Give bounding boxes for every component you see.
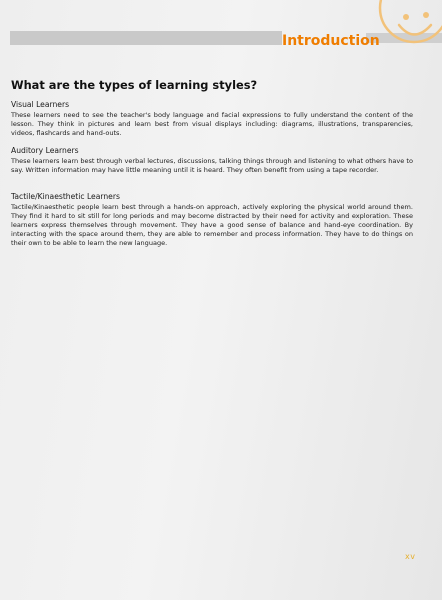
page-number: xv	[405, 552, 416, 561]
header-band	[10, 31, 282, 45]
visual-learners-text: These learners need to see the teacher's body language and facial expressions to fully understand the content of the lesson. They think in pictures and learn best from visual displays including: diagrams, illustrations, transparencies, videos, flashcards and hand-outs.	[11, 111, 413, 137]
section-heading: What are the types of learning styles?	[11, 78, 258, 92]
auditory-learners-section	[11, 146, 413, 175]
page-title: Introduction	[282, 33, 380, 49]
tactile-learners-text: Tactile/Kinaesthetic people learn best through a hands-on approach, actively exploring the physical world around them. They find it hard to sit still for long periods and may become distracted by their need for activity and exploration. These learners express themselves through movement. They have a good sense of balance and hand-eye coordination. By interacting with the space around them, they are able to remember and process information. They have to do things on their own to be able to learn the new language.	[11, 203, 413, 247]
visual-learners-section	[11, 100, 413, 138]
auditory-learners-title: Auditory Learners	[11, 146, 79, 155]
auditory-learners-text: These learners learn best through verbal lectures, discussions, talking things through and listening to what others have to say. Written information may have little meaning until it is heard. They often benefit from using a tape recorder.	[11, 157, 413, 174]
smiley-face-icon	[376, 0, 442, 46]
visual-learners-title: Visual Learners	[11, 100, 70, 109]
tactile-learners-title: Tactile/Kinaesthetic Learners	[11, 192, 120, 201]
tactile-learners-section	[11, 192, 413, 248]
